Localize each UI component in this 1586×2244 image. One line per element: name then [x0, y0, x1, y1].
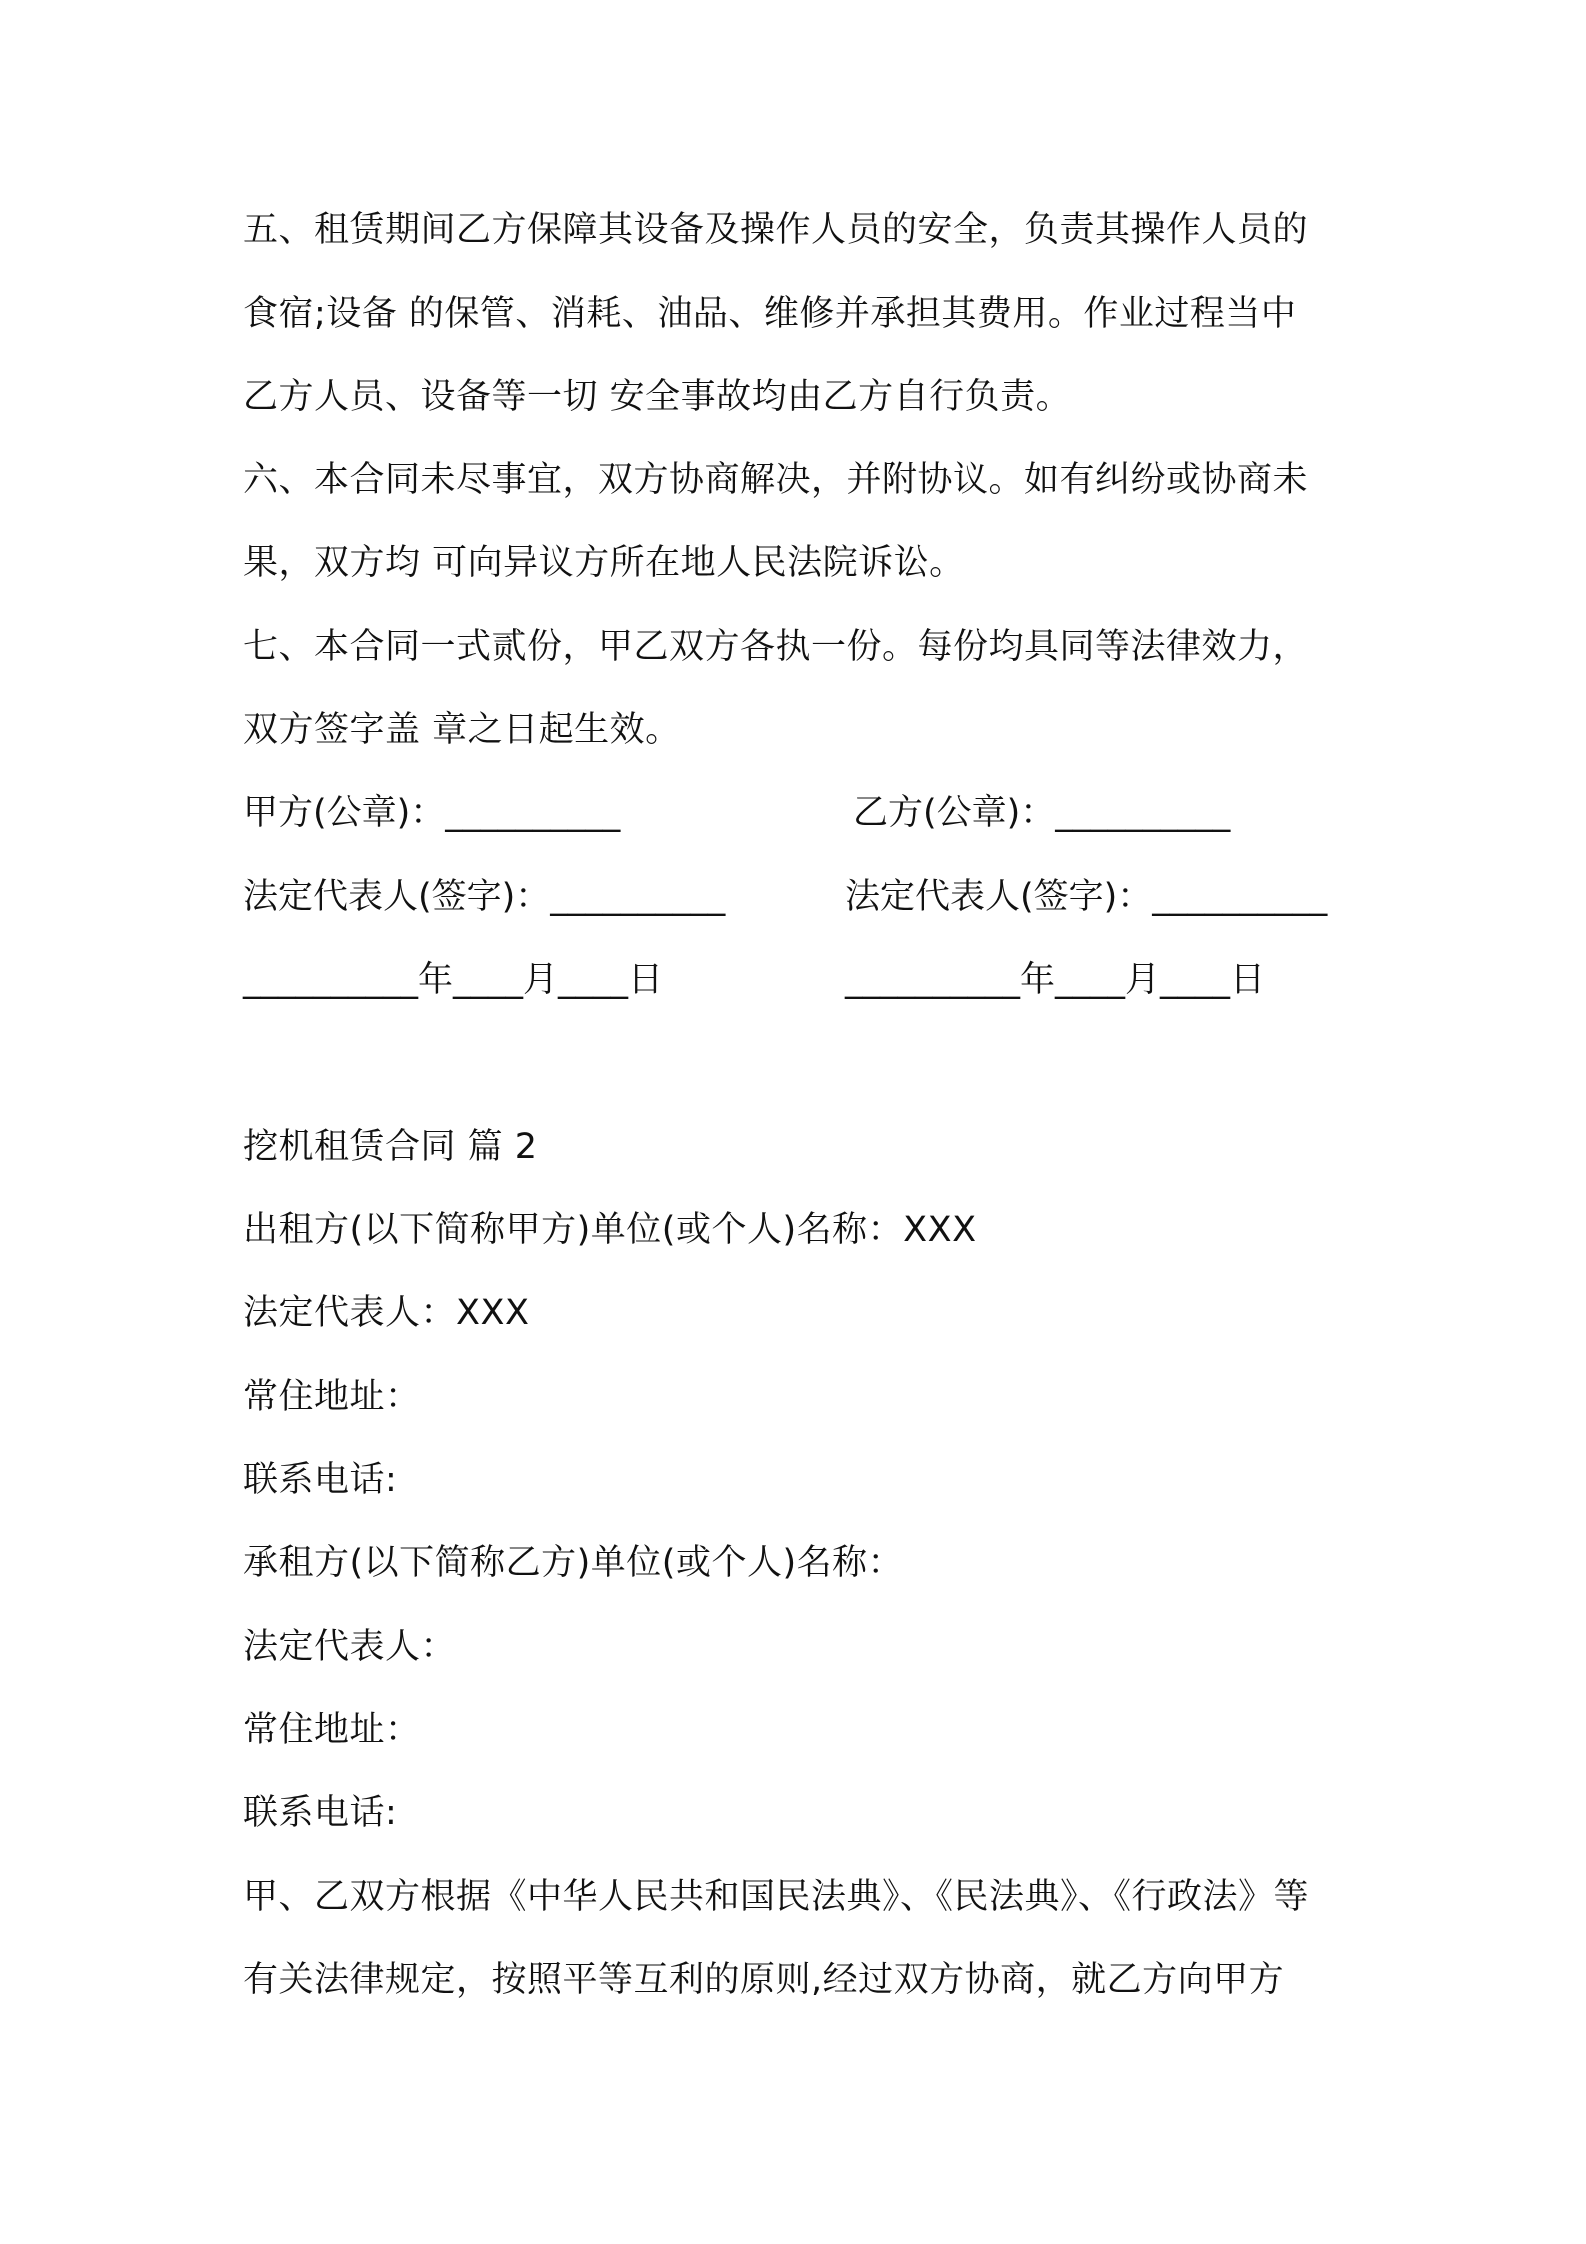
party-a-representative-field: 法定代表人(签字)：__________	[243, 877, 726, 917]
lessor-representative: 法定代表人：XXX	[243, 1293, 530, 1333]
signature-row-representative	[243, 877, 1363, 917]
lessor-phone: 联系电话:	[243, 1460, 398, 1500]
lessor-address: 常住地址：	[243, 1377, 421, 1417]
party-b-representative-field: 法定代表人(签字)：__________	[845, 877, 1328, 917]
lessor-name: 出租方(以下简称甲方)单位(或个人)名称：XXX	[243, 1210, 977, 1250]
clause-6-line-2: 果，双方均 可向异议方所在地人民法院诉讼。	[243, 543, 965, 583]
party-a-date-field: __________年____月____日	[243, 960, 664, 1000]
signature-row-seal	[243, 793, 1363, 833]
lessee-representative: 法定代表人：	[243, 1627, 457, 1667]
lessee-address: 常住地址：	[243, 1710, 421, 1750]
clause-6-line-1: 六、本合同未尽事宜，双方协商解决，并附协议。如有纠纷或协商未	[243, 460, 1309, 500]
clause-5-line-1: 五、租赁期间乙方保障其设备及操作人员的安全，负责其操作人员的	[243, 210, 1309, 250]
section-2-title: 挖机租赁合同 篇 2	[243, 1127, 538, 1167]
clause-5-line-3: 乙方人员、设备等一切 安全事故均由乙方自行负责。	[243, 377, 1072, 417]
signature-row-date	[243, 960, 1363, 1000]
preamble-line-2: 有关法律规定，按照平等互利的原则,经过双方协商，就乙方向甲方	[243, 1960, 1285, 2000]
clause-5-line-2: 食宿;设备 的保管、消耗、油品、维修并承担其费用。作业过程当中	[243, 294, 1297, 334]
lessee-phone: 联系电话:	[243, 1793, 398, 1833]
party-b-date-field: __________年____月____日	[845, 960, 1266, 1000]
clause-7-line-1: 七、本合同一式贰份，甲乙双方各执一份。每份均具同等法律效力，	[243, 627, 1309, 667]
clause-7-line-2: 双方签字盖 章之日起生效。	[243, 710, 681, 750]
preamble-line-1: 甲、乙双方根据《中华人民共和国民法典》、《民法典》、《行政法》等	[243, 1877, 1310, 1917]
party-a-seal-field: 甲方(公章)：__________	[243, 793, 621, 833]
lessee-name: 承租方(以下简称乙方)单位(或个人)名称：	[243, 1543, 904, 1583]
party-b-seal-field: 乙方(公章)：__________	[853, 793, 1231, 833]
